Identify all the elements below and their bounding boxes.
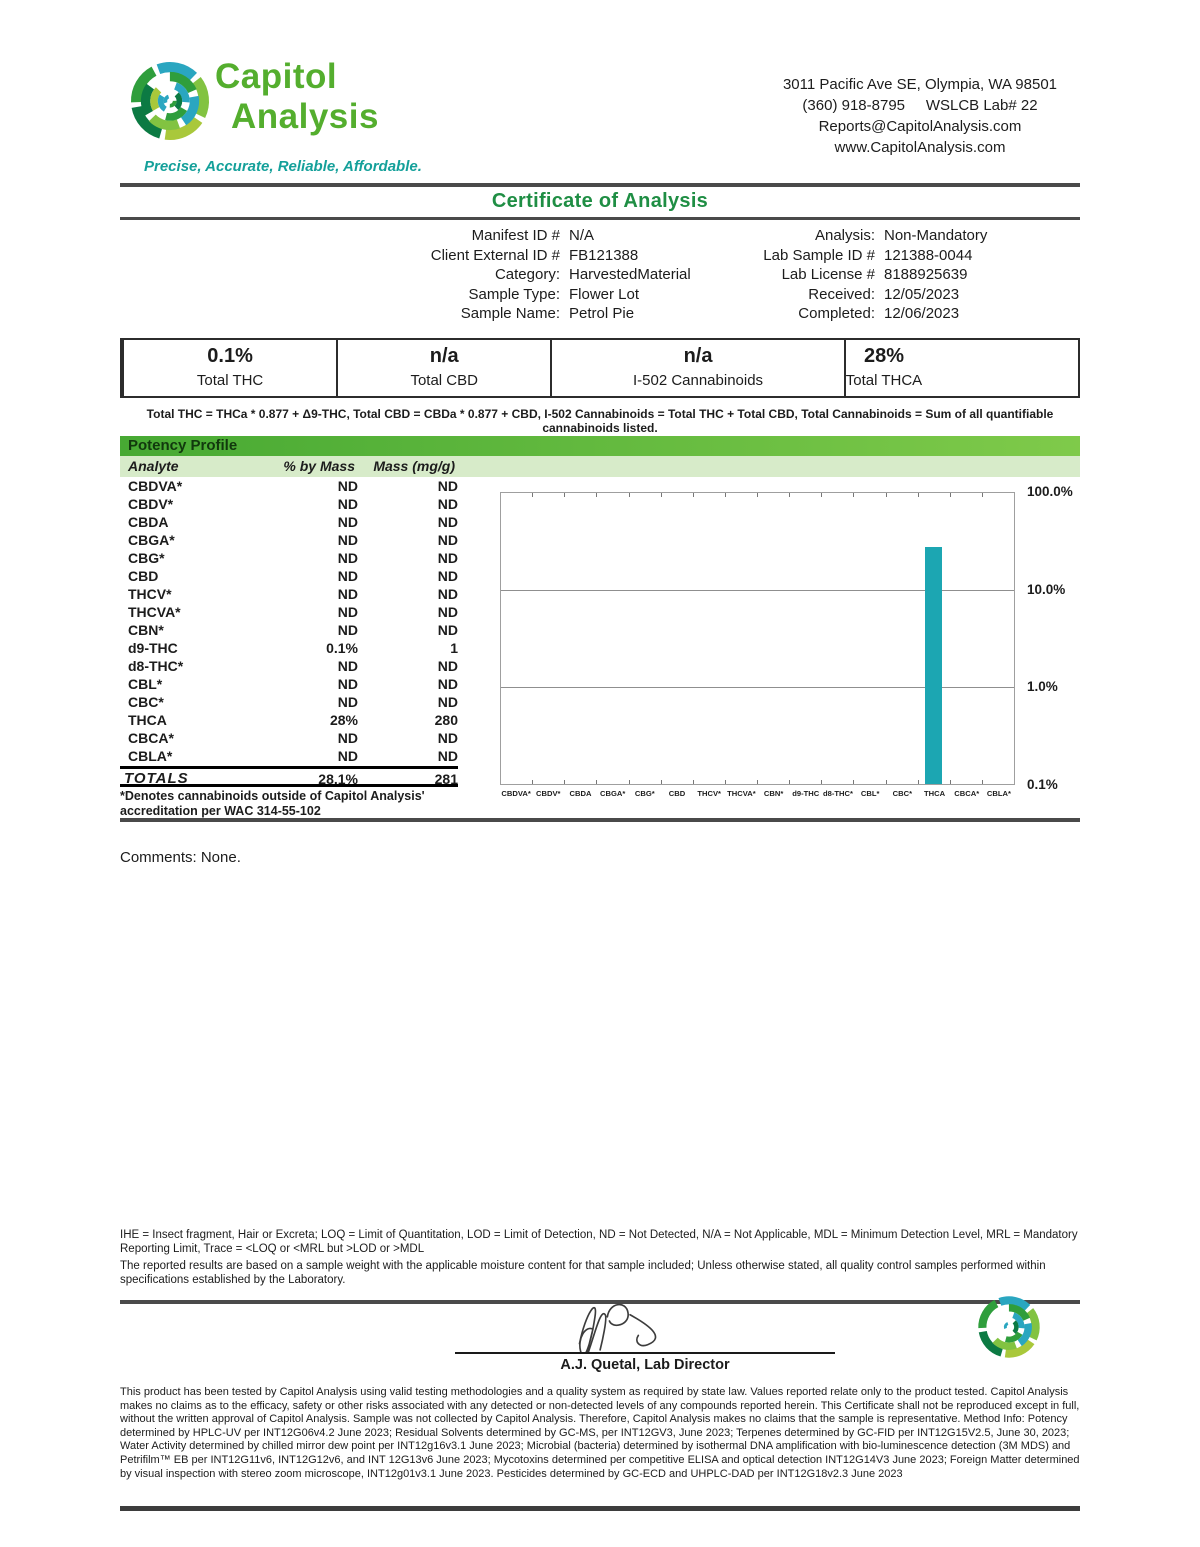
chart-bars (501, 493, 1014, 784)
analyte-mass: ND (437, 514, 458, 530)
totals-formula-note: Total THC = THCa * 0.877 + Δ9-THC, Total CBD = CBDa * 0.877 + CBD, I-502 Cannabinoids = Total THC + Total CBD, Total Cannabinoids = Sum of all quantifiable cannabinoids listed. (146, 407, 1054, 435)
lab-address-line: (360) 918-8795 WSLCB Lab# 22 (802, 97, 1038, 114)
info-label: Received: (808, 285, 875, 303)
info-label: Lab Sample ID # (763, 246, 875, 264)
lab-address-block (700, 74, 1140, 158)
x-tick-label: CBDVA* (501, 789, 531, 798)
lab-address-line: www.CapitolAnalysis.com (834, 139, 1006, 156)
analyte-name: CBN* (128, 622, 164, 638)
bar-column-CBDV* (533, 493, 565, 784)
sample-info-row (700, 304, 987, 324)
signatory-name: A.J. Quetal, Lab Director (560, 1357, 730, 1373)
bar-column-CBGA* (597, 493, 629, 784)
info-label: Category: (494, 266, 560, 283)
x-tick-label: CBDA (569, 789, 592, 798)
header-divider (120, 183, 1080, 187)
analyte-pct: ND (337, 622, 358, 638)
col-mass-mgg: Mass (mg/g) (373, 458, 455, 474)
col-analyte: Analyte (128, 458, 179, 474)
potency-column-headers (120, 456, 1080, 477)
summary-value: 28% (863, 345, 904, 367)
analyte-mass: ND (437, 568, 458, 584)
sample-info-row (700, 285, 987, 305)
analyte-name: d8-THC* (128, 658, 184, 674)
info-label: Sample Name: (460, 305, 560, 322)
info-label: Manifest ID # (471, 227, 560, 244)
x-tick-label: CBDV* (536, 789, 561, 798)
accreditation-footnote: *Denotes cannabinoids outside of Capitol Analysis' accreditation per WAC 314-55-102 (120, 789, 425, 818)
info-value: 12/06/2023 (884, 305, 960, 322)
analyte-pct: 0.1% (326, 640, 358, 656)
bar-column-CBN* (758, 493, 790, 784)
y-tick-label: 1.0% (1027, 679, 1058, 694)
sample-info-row (700, 265, 987, 285)
info-value: Flower Lot (569, 285, 640, 303)
sample-info-row (150, 226, 691, 246)
table-row (120, 639, 458, 657)
info-label: Sample Type: (468, 285, 560, 303)
analyte-pct: ND (337, 478, 358, 494)
x-tick-label: CBL* (860, 789, 880, 798)
signature-line (455, 1352, 835, 1354)
analyte-mass: ND (437, 496, 458, 512)
analyte-name: THCA (128, 712, 167, 728)
definitions-block (120, 1228, 1082, 1287)
analyte-mass: ND (437, 532, 458, 548)
info-label: Analysis: (814, 227, 875, 244)
totals-label: TOTALS (124, 770, 189, 787)
summary-box (336, 340, 550, 396)
totals-pct: 28.1% (318, 771, 358, 787)
summary-box (122, 340, 336, 396)
info-value: 12/05/2023 (884, 285, 960, 303)
summary-value: n/a (429, 345, 459, 367)
x-tick-label: d8-THC* (822, 789, 853, 798)
potency-rows (120, 477, 458, 765)
bar-column-CBDVA* (501, 493, 533, 784)
totals-row (120, 766, 458, 787)
x-tick-label: CBLA* (986, 789, 1011, 798)
summary-boxes (120, 338, 1080, 398)
analyte-mass: ND (437, 694, 458, 710)
analyte-name: CBD (128, 568, 159, 584)
sample-info-row (150, 265, 691, 285)
bar-column-CBLA* (982, 493, 1014, 784)
bar-THCA (925, 547, 942, 784)
analyte-pct: ND (337, 676, 358, 692)
bar-column-THCV* (693, 493, 725, 784)
summary-label: Total THCA (845, 372, 923, 389)
potency-profile-header: Potency Profile (120, 436, 1080, 456)
page-title: Certificate of Analysis (491, 190, 709, 212)
table-row (120, 495, 458, 513)
analyte-name: CBDV* (128, 496, 174, 512)
table-row (120, 531, 458, 549)
analyte-pct: ND (337, 748, 358, 764)
definitions-line1: IHE = Insect fragment, Hair or Excreta; LOQ = Limit of Quantitation, LOD = Limit of Detection, ND = Not Detected, N/A = Not Applicable, MDL = Minimum Detection Level, MRL = Mandatory Reporting Limit, Trace = <LOQ or <MRL but >LOD or >MDL (120, 1229, 1078, 1255)
analyte-mass: ND (437, 604, 458, 620)
analyte-mass: ND (437, 730, 458, 746)
comments-text: Comments: None. (120, 849, 241, 866)
capitol-logo-icon (123, 52, 217, 150)
x-tick-label: CBCA* (954, 789, 980, 798)
analyte-pct: ND (337, 496, 358, 512)
analyte-name: CBGA* (128, 532, 175, 548)
sample-info-row (150, 285, 691, 305)
bar-column-d9-THC (790, 493, 822, 784)
summary-label: Total THC (196, 372, 264, 389)
info-value: 8188925639 (884, 266, 968, 283)
x-tick-label: CBC* (892, 789, 913, 798)
bar-column-THCVA* (725, 493, 757, 784)
analyte-mass: ND (437, 658, 458, 674)
table-row (120, 693, 458, 711)
analyte-mass: ND (437, 586, 458, 602)
summary-box (844, 340, 922, 396)
analyte-name: CBL* (128, 676, 163, 692)
info-label: Client External ID # (430, 246, 560, 264)
brand-name-line2: Analysis (231, 97, 379, 136)
table-row (120, 477, 458, 495)
analyte-mass: ND (437, 622, 458, 638)
analyte-mass: ND (437, 550, 458, 566)
summary-box (550, 340, 843, 396)
summary-label: Total CBD (410, 372, 478, 389)
legal-disclaimer: This product has been tested by Capitol Analysis using valid testing methodologies and a quality system as required by state law. Values reported relate only to the product tested. Capitol Analysis makes no claims as to the efficacy, safety or other risks associated with any detected or non-detected levels of any compounds reported herein. This Certificate shall not be reproduced except in full, without the written approval of Capitol Analysis. Sample was not collected by Capitol Analysis. Therefore, Capitol Analysis makes no claims that the sample is representative. Method Info: Potency determined by HPLC-UV per INT12G06v4.2 June 2023; Residual Solvents determined by GC-MS, per INT12GV3, June 2023; Terpenes determined by GC-FID per INT12G15V2.5, June 30, 2023; Water Activity determined by chilled mirror dew point per INT12g16v3.1 June 2023; Microbial (bacteria) determined by isothermal DNA amplification with bio-luminescence detection (3M MDS) and Petrifilm™ EB per INT12G11v6, INT12G12v6, and INT 12G13v6 June 2023; Mycotoxins determined per competitive ELISA and optical detection INT12G14V3 June 2023; Foreign Matter determined by visual inspection with stereo zoom microscope, INT12g01v3.1 June 2023. Pesticides determined by GC-ECD and UHPLC-DAD per INT12G18v2.3 June 2023 (120, 1386, 1080, 1480)
bar-column-d8-THC* (822, 493, 854, 784)
signature (548, 1290, 708, 1354)
bar-column-CBDA (565, 493, 597, 784)
brand-name-line1: Capitol (215, 57, 338, 96)
analyte-pct: ND (337, 730, 358, 746)
bar-column-CBCA* (950, 493, 982, 784)
analyte-mass: 1 (450, 640, 458, 656)
sample-info-row (700, 246, 987, 266)
table-row (120, 729, 458, 747)
analyte-name: CBLA* (128, 748, 173, 764)
brand-name (215, 57, 379, 137)
info-label: Lab License # (781, 266, 875, 283)
y-tick-label: 100.0% (1027, 484, 1073, 499)
analyte-pct: ND (337, 658, 358, 674)
table-row (120, 675, 458, 693)
col-pct-by-mass: % by Mass (283, 458, 355, 474)
table-row (120, 657, 458, 675)
x-tick-label: THCA (923, 789, 946, 798)
y-tick-label: 10.0% (1027, 582, 1066, 597)
bar-column-CBD (661, 493, 693, 784)
potency-table (120, 477, 458, 787)
x-tick-label: CBD (668, 789, 686, 798)
analyte-name: CBC* (128, 694, 164, 710)
section-divider (120, 818, 1080, 822)
info-value: HarvestedMaterial (569, 266, 691, 283)
analyte-name: CBDA (128, 514, 169, 530)
summary-value: n/a (683, 345, 713, 367)
table-row (120, 513, 458, 531)
totals-mass: 281 (434, 771, 458, 787)
analyte-pct: ND (337, 514, 358, 530)
analyte-name: THCV* (128, 586, 172, 602)
title-divider (120, 217, 1080, 220)
table-row (120, 567, 458, 585)
table-row (120, 585, 458, 603)
x-tick-label: THCV* (697, 789, 722, 798)
analyte-pct: 28% (329, 712, 358, 728)
bar-column-CBC* (886, 493, 918, 784)
table-row (120, 603, 458, 621)
analyte-pct: ND (337, 532, 358, 548)
lab-address-line: 3011 Pacific Ave SE, Olympia, WA 98501 (782, 76, 1058, 93)
chart-plot-area (500, 492, 1015, 785)
analyte-pct: ND (337, 694, 358, 710)
analyte-mass: ND (437, 478, 458, 494)
info-label: Completed: (798, 305, 875, 322)
definitions-line2: The reported results are based on a sample weight with the applicable moisture content for that sample included; Unless otherwise stated, all quality control samples performed within specifications established by the Laboratory. (120, 1260, 1046, 1286)
x-tick-label: d9-THC (792, 789, 820, 798)
table-row (120, 747, 458, 765)
bar-column-THCA (918, 493, 950, 784)
info-value: Non-Mandatory (884, 227, 988, 244)
sample-info-right (700, 226, 987, 324)
x-tick-label: CBN* (763, 789, 784, 798)
bar-column-CBL* (854, 493, 886, 784)
sample-info-left (150, 226, 691, 324)
analyte-mass: 280 (434, 712, 458, 728)
analyte-mass: ND (437, 748, 458, 764)
summary-label: I-502 Cannabinoids (632, 372, 764, 389)
x-tick-label: CBGA* (599, 789, 626, 798)
y-tick-label: 0.1% (1027, 777, 1058, 792)
bottom-divider (120, 1506, 1080, 1511)
x-tick-label: THCVA* (727, 789, 756, 798)
info-value: Petrol Pie (569, 305, 635, 322)
summary-value: 0.1% (207, 345, 253, 367)
analyte-name: CBDVA* (128, 478, 183, 494)
sample-info-row (700, 226, 987, 246)
analyte-name: CBCA* (128, 730, 174, 746)
analyte-name: THCVA* (128, 604, 181, 620)
x-tick-label: CBG* (634, 789, 655, 798)
analyte-pct: ND (337, 586, 358, 602)
table-row (120, 711, 458, 729)
table-row (120, 621, 458, 639)
info-value: 121388-0044 (884, 246, 973, 264)
table-row (120, 549, 458, 567)
analyte-pct: ND (337, 550, 358, 566)
capitol-logo-small-icon (972, 1290, 1046, 1364)
bar-column-CBG* (629, 493, 661, 784)
potency-bar-chart (500, 484, 1090, 802)
analyte-mass: ND (437, 676, 458, 692)
sample-info-row (150, 246, 691, 266)
info-value: N/A (569, 227, 595, 244)
sample-info-row (150, 304, 691, 324)
chart-x-axis-labels (500, 789, 1015, 798)
analyte-name: CBG* (128, 550, 165, 566)
info-value: FB121388 (569, 246, 639, 264)
analyte-pct: ND (337, 568, 358, 584)
brand-tagline: Precise, Accurate, Reliable, Affordable. (144, 158, 422, 175)
lab-address-line: Reports@CapitolAnalysis.com (818, 118, 1022, 135)
analyte-name: d9-THC (128, 640, 178, 656)
analyte-pct: ND (337, 604, 358, 620)
